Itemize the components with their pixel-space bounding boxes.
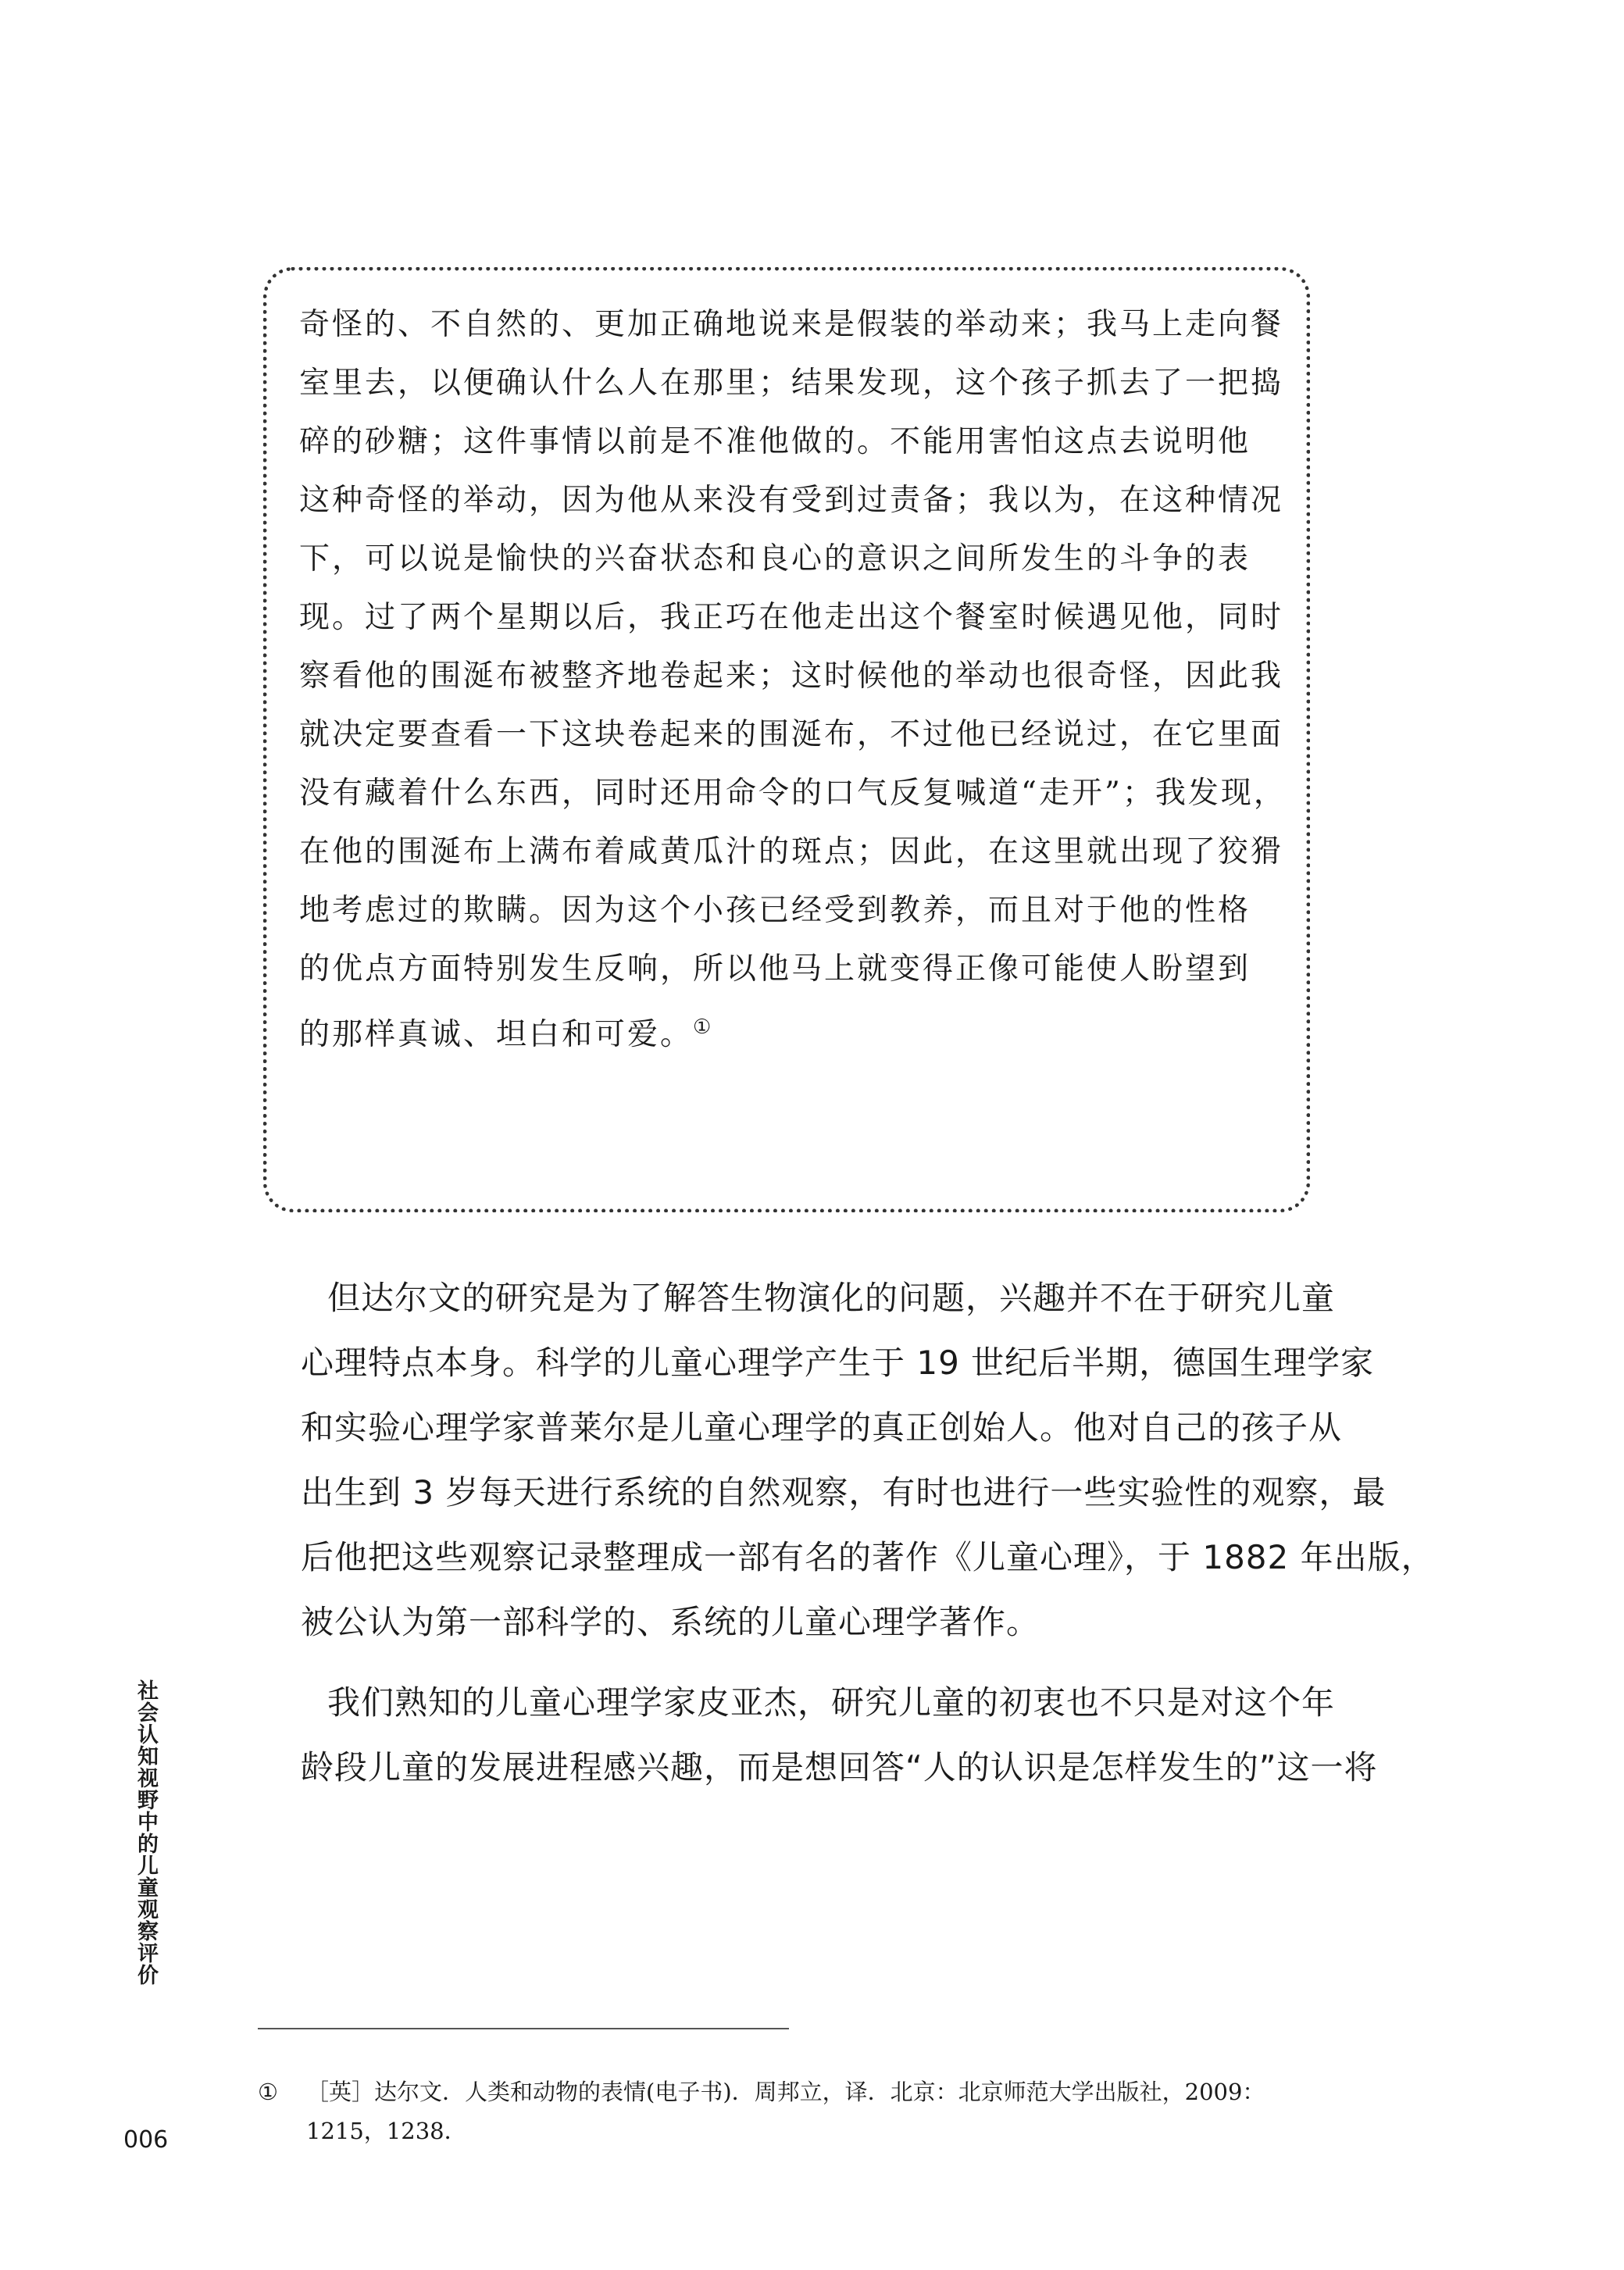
quote-line: 现。过了两个星期以后，我正巧在他走出这个餐室时候遇见他，同时 (299, 600, 1284, 635)
quote-line: 在他的围涎布上满布着咸黄瓜汁的斑点；因此，在这里就出现了狡猾 (299, 834, 1284, 869)
quote-line-text: 的那样真诚、坦白和可爱。 (299, 1017, 694, 1052)
footnote (258, 2072, 1336, 2150)
footnote-divider (258, 2028, 789, 2029)
quote-block (299, 295, 1291, 1057)
quote-line: 奇怪的、不自然的、更加正确地说来是假装的举动来；我马上走向餐 (299, 307, 1284, 342)
footnote-line (258, 2072, 1336, 2111)
quote-line: 就决定要查看一下这块卷起来的围涎布，不过他已经说过，在它里面 (299, 717, 1284, 752)
paragraph-line: 我们熟知的儿童心理学家皮亚杰，研究儿童的初衷也不只是对这个年 (327, 1683, 1336, 1722)
footnote-line: 1215，1238． (306, 2118, 467, 2144)
quote-line: 的优点方面特别发生反响，所以他马上就变得正像可能使人盼望到 (299, 951, 1251, 987)
footnote-text: ［英］达尔文．人类和动物的表情(电子书)．周邦立，译．北京：北京师范大学出版社，2009： (306, 2079, 1265, 2105)
paragraph-line: 被公认为第一部科学的、系统的儿童心理学著作。 (301, 1603, 1040, 1641)
paragraph-line: 后他把这些观察记录整理成一部有名的著作《儿童心理》，于 1882 年出版， (301, 1538, 1435, 1576)
footnote-marker: ① (258, 2079, 278, 2105)
paragraph-line: 龄段儿童的发展进程感兴趣，而是想回答“人的认识是怎样发生的”这一将 (301, 1748, 1378, 1786)
quote-line: 察看他的围涎布被整齐地卷起来；这时候他的举动也很奇怪，因此我 (299, 659, 1284, 694)
quote-line: 这种奇怪的举动，因为他从来没有受到过责备；我以为，在这种情况 (299, 483, 1284, 518)
paragraph-line: 心理特点本身。科学的儿童心理学产生于 19 世纪后半期，德国生理学家 (301, 1344, 1375, 1382)
quote-line: 室里去，以便确认什么人在那里；结果发现，这个孩子抓去了一把捣 (299, 366, 1284, 401)
body-text (301, 1265, 1435, 1800)
quote-line: 下，可以说是愉快的兴奋状态和良心的意识之间所发生的斗争的表 (299, 541, 1251, 576)
quote-line: 没有藏着什么东西，同时还用命令的口气反复喊道“走开”；我发现， (299, 776, 1287, 811)
quote-line: 碎的砂糖；这件事情以前是不准他做的。不能用害怕这点去说明他 (299, 424, 1251, 459)
quote-line-last (299, 998, 1291, 1057)
paragraph-line: 和实验心理学家普莱尔是儿童心理学的真正创始人。他对自己的孩子从 (301, 1408, 1343, 1447)
footnote-reference[interactable]: ① (693, 1015, 714, 1039)
paragraph-line: 但达尔文的研究是为了解答生物演化的问题，兴趣并不在于研究儿童 (327, 1279, 1336, 1317)
quote-line: 地考虑过的欺瞒。因为这个小孩已经受到教养，而且对于他的性格 (299, 893, 1251, 928)
running-title: 社会认知视野中的儿童观察评价 (134, 1679, 158, 1986)
paragraph-line: 出生到 3 岁每天进行系统的自然观察，有时也进行一些实验性的观察，最 (301, 1473, 1387, 1512)
page-number: 006 (123, 2126, 169, 2154)
